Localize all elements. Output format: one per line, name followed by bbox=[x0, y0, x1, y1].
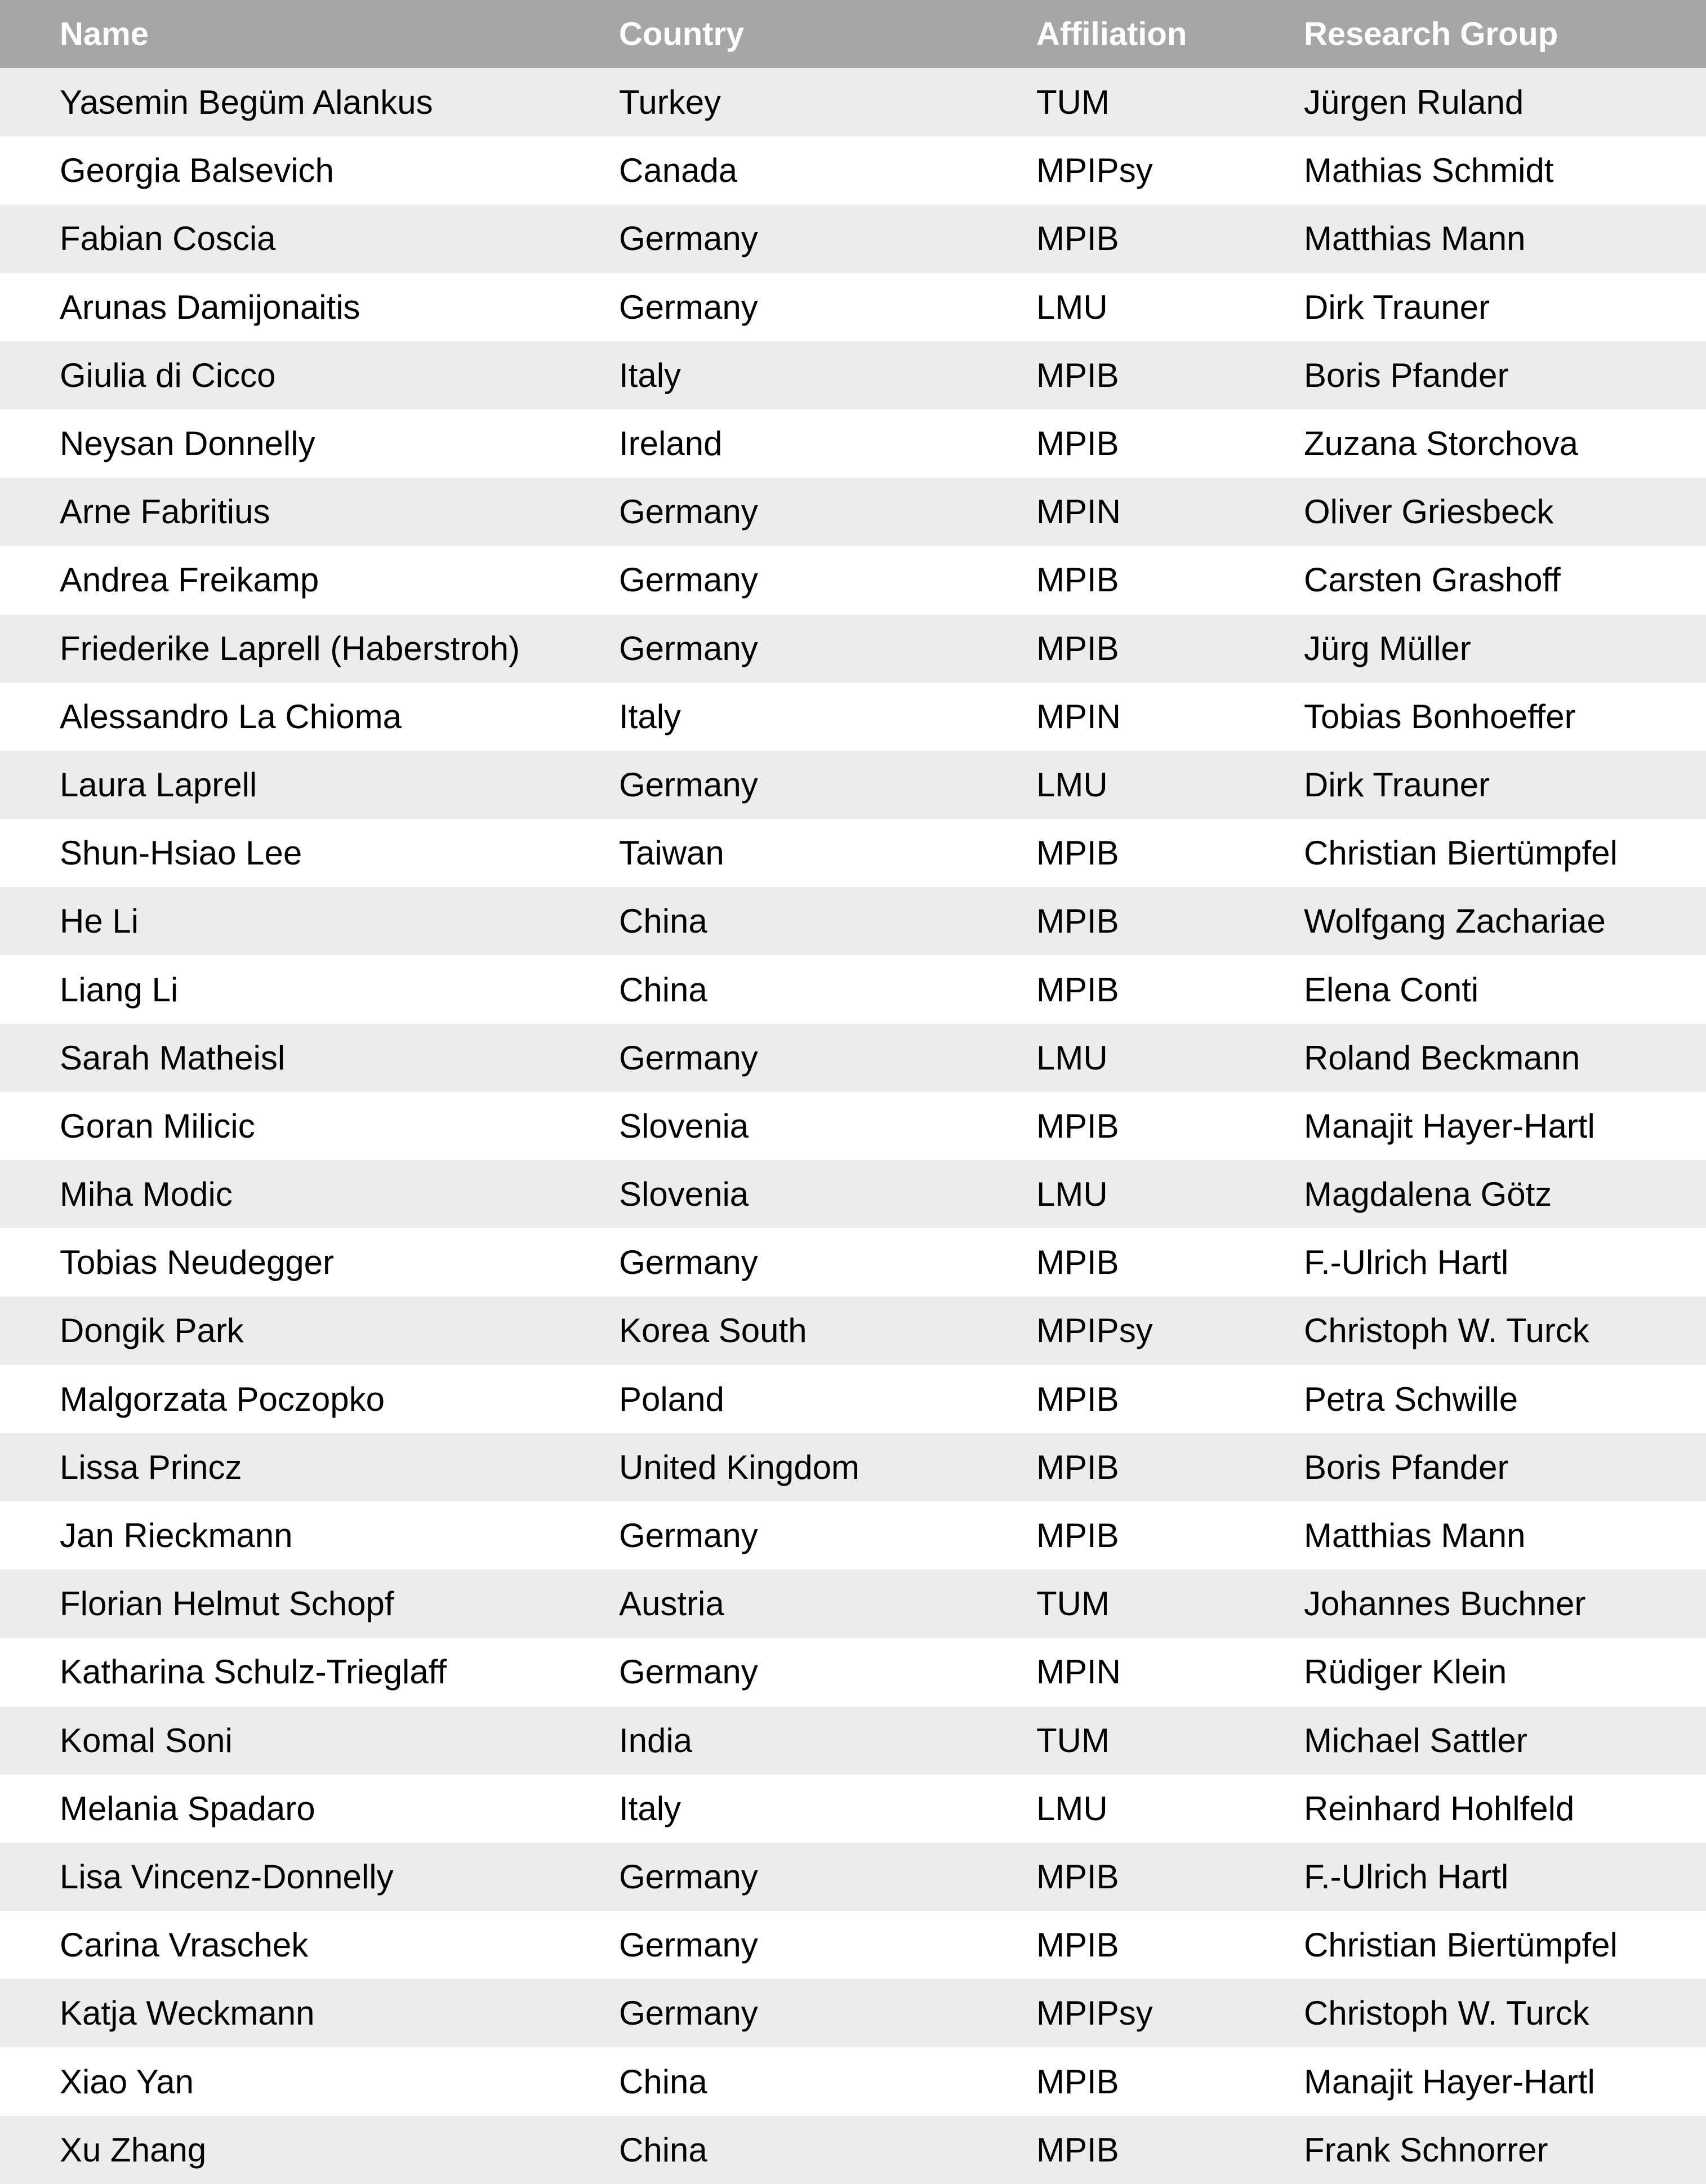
cell-name: Giulia di Cicco bbox=[60, 356, 276, 394]
cell-research-group: Christoph W. Turck bbox=[1304, 1312, 1589, 1350]
cell-country: Italy bbox=[619, 697, 681, 736]
cell-name: Friederike Laprell (Haberstroh) bbox=[60, 629, 520, 667]
table-row bbox=[0, 683, 1706, 751]
cell-country: Germany bbox=[619, 220, 758, 258]
cell-name: Malgorzata Poczopko bbox=[60, 1380, 385, 1418]
table-row bbox=[0, 2047, 1706, 2115]
cell-research-group: Oliver Griesbeck bbox=[1304, 493, 1554, 531]
cell-country: Italy bbox=[619, 1789, 681, 1828]
table-row bbox=[0, 819, 1706, 887]
table-row bbox=[0, 1365, 1706, 1433]
cell-country: Germany bbox=[619, 1653, 758, 1691]
cell-name: Yasemin Begüm Alankus bbox=[60, 83, 433, 122]
cell-affiliation: MPIPsy bbox=[1036, 151, 1153, 190]
table-row bbox=[0, 546, 1706, 614]
cell-affiliation: MPIPsy bbox=[1036, 1312, 1153, 1350]
cell-affiliation: MPIB bbox=[1036, 629, 1119, 667]
cell-name: Andrea Freikamp bbox=[60, 561, 319, 599]
cell-country: Korea South bbox=[619, 1312, 807, 1350]
cell-name: Jan Rieckmann bbox=[60, 1517, 293, 1555]
cell-country: China bbox=[619, 2062, 707, 2101]
cell-research-group: Jürgen Ruland bbox=[1304, 83, 1524, 122]
cell-country: Canada bbox=[619, 151, 738, 190]
cell-affiliation: MPIB bbox=[1036, 902, 1119, 941]
cell-research-group: Reinhard Hohlfeld bbox=[1304, 1789, 1575, 1828]
cell-affiliation: MPIPsy bbox=[1036, 1994, 1153, 2033]
cell-name: Komal Soni bbox=[60, 1721, 233, 1759]
table-row bbox=[0, 1911, 1706, 1979]
cell-affiliation: MPIN bbox=[1036, 697, 1121, 736]
cell-country: Germany bbox=[619, 1994, 758, 2033]
cell-country: Slovenia bbox=[619, 1175, 749, 1214]
cell-research-group: F.-Ulrich Hartl bbox=[1304, 1857, 1509, 1896]
cell-name: Neysan Donnelly bbox=[60, 425, 315, 463]
table-row bbox=[0, 204, 1706, 273]
table-row bbox=[0, 136, 1706, 204]
cell-name: Fabian Coscia bbox=[60, 220, 276, 258]
cell-name: Xu Zhang bbox=[60, 2130, 207, 2169]
cell-name: Alessandro La Chioma bbox=[60, 697, 402, 736]
table-row bbox=[0, 1160, 1706, 1228]
cell-country: Germany bbox=[619, 1857, 758, 1896]
cell-affiliation: MPIB bbox=[1036, 1243, 1119, 1282]
table-row bbox=[0, 1433, 1706, 1501]
cell-country: Germany bbox=[619, 288, 758, 326]
cell-affiliation: TUM bbox=[1036, 83, 1110, 122]
cell-affiliation: MPIB bbox=[1036, 834, 1119, 872]
cell-affiliation: MPIN bbox=[1036, 493, 1121, 531]
cell-name: Georgia Balsevich bbox=[60, 151, 334, 190]
cell-affiliation: MPIB bbox=[1036, 1517, 1119, 1555]
header-row bbox=[0, 0, 1706, 68]
cell-research-group: Manajit Hayer-Hartl bbox=[1304, 1107, 1595, 1145]
cell-research-group: Christian Biertümpfel bbox=[1304, 834, 1618, 872]
table-row bbox=[0, 1843, 1706, 1911]
cell-research-group: Michael Sattler bbox=[1304, 1721, 1527, 1759]
cell-country: Germany bbox=[619, 561, 758, 599]
table-row bbox=[0, 1296, 1706, 1365]
cell-research-group: Frank Schnorrer bbox=[1304, 2130, 1548, 2169]
cell-affiliation: MPIN bbox=[1036, 1653, 1121, 1691]
table-row bbox=[0, 2116, 1706, 2184]
cell-country: Germany bbox=[619, 629, 758, 667]
cell-affiliation: LMU bbox=[1036, 1175, 1108, 1214]
cell-country: Germany bbox=[619, 1926, 758, 1964]
cell-research-group: Mathias Schmidt bbox=[1304, 151, 1554, 190]
table-row bbox=[0, 409, 1706, 478]
cell-research-group: Rüdiger Klein bbox=[1304, 1653, 1507, 1691]
cell-name: Lissa Princz bbox=[60, 1448, 242, 1486]
table-row bbox=[0, 751, 1706, 819]
cell-country: Austria bbox=[619, 1585, 724, 1623]
table-row bbox=[0, 341, 1706, 409]
table-row bbox=[0, 68, 1706, 136]
table-row bbox=[0, 1638, 1706, 1706]
cell-affiliation: MPIB bbox=[1036, 356, 1119, 394]
cell-affiliation: MPIB bbox=[1036, 1448, 1119, 1486]
cell-country: India bbox=[619, 1721, 693, 1759]
cell-affiliation: LMU bbox=[1036, 1789, 1108, 1828]
cell-name: He Li bbox=[60, 902, 139, 941]
cell-research-group: F.-Ulrich Hartl bbox=[1304, 1243, 1509, 1282]
table-row bbox=[0, 1228, 1706, 1296]
cell-affiliation: MPIB bbox=[1036, 2062, 1119, 2101]
cell-name: Carina Vraschek bbox=[60, 1926, 309, 1964]
cell-research-group: Matthias Mann bbox=[1304, 1517, 1526, 1555]
cell-country: Germany bbox=[619, 1517, 758, 1555]
cell-name: Tobias Neudegger bbox=[60, 1243, 335, 1282]
table-row bbox=[0, 1570, 1706, 1638]
cell-country: China bbox=[619, 970, 707, 1009]
cell-name: Dongik Park bbox=[60, 1312, 244, 1350]
cell-affiliation: TUM bbox=[1036, 1721, 1110, 1759]
cell-name: Goran Milicic bbox=[60, 1107, 255, 1145]
header-cell-research-group: Research Group bbox=[1304, 16, 1558, 52]
cell-research-group: Roland Beckmann bbox=[1304, 1038, 1580, 1077]
cell-affiliation: MPIB bbox=[1036, 1857, 1119, 1896]
cell-research-group: Christian Biertümpfel bbox=[1304, 1926, 1618, 1964]
cell-research-group: Jürg Müller bbox=[1304, 629, 1471, 667]
table-row bbox=[0, 955, 1706, 1023]
cell-research-group: Tobias Bonhoeffer bbox=[1304, 697, 1576, 736]
table-row bbox=[0, 1775, 1706, 1843]
cell-name: Florian Helmut Schopf bbox=[60, 1585, 394, 1623]
cell-name: Miha Modic bbox=[60, 1175, 233, 1214]
cell-country: Taiwan bbox=[619, 834, 724, 872]
cell-name: Shun-Hsiao Lee bbox=[60, 834, 302, 872]
cell-affiliation: MPIB bbox=[1036, 561, 1119, 599]
cell-country: Slovenia bbox=[619, 1107, 749, 1145]
cell-country: Germany bbox=[619, 1243, 758, 1282]
table-row bbox=[0, 273, 1706, 341]
cell-affiliation: MPIB bbox=[1036, 1926, 1119, 1964]
cell-name: Lisa Vincenz-Donnelly bbox=[60, 1857, 394, 1896]
cell-research-group: Magdalena Götz bbox=[1304, 1175, 1552, 1214]
cell-country: United Kingdom bbox=[619, 1448, 859, 1486]
cell-name: Arunas Damijonaitis bbox=[60, 288, 360, 326]
header-cell-country: Country bbox=[619, 16, 745, 52]
cell-research-group: Johannes Buchner bbox=[1304, 1585, 1586, 1623]
cell-name: Katja Weckmann bbox=[60, 1994, 315, 2033]
cell-affiliation: LMU bbox=[1036, 1038, 1108, 1077]
cell-name: Melania Spadaro bbox=[60, 1789, 315, 1828]
cell-country: Italy bbox=[619, 356, 681, 394]
cell-affiliation: LMU bbox=[1036, 765, 1108, 804]
cell-name: Katharina Schulz-Trieglaff bbox=[60, 1653, 447, 1691]
cell-affiliation: MPIB bbox=[1036, 220, 1119, 258]
cell-name: Xiao Yan bbox=[60, 2062, 194, 2101]
cell-research-group: Dirk Trauner bbox=[1304, 765, 1490, 804]
cell-name: Laura Laprell bbox=[60, 765, 257, 804]
table-row bbox=[0, 1501, 1706, 1570]
cell-research-group: Matthias Mann bbox=[1304, 220, 1526, 258]
cell-research-group: Carsten Grashoff bbox=[1304, 561, 1561, 599]
header-cell-affiliation: Affiliation bbox=[1036, 16, 1187, 52]
cell-country: Germany bbox=[619, 765, 758, 804]
cell-affiliation: MPIB bbox=[1036, 970, 1119, 1009]
cell-research-group: Petra Schwille bbox=[1304, 1380, 1518, 1418]
cell-name: Sarah Matheisl bbox=[60, 1038, 286, 1077]
table-row bbox=[0, 1979, 1706, 2047]
table-row bbox=[0, 614, 1706, 683]
cell-research-group: Boris Pfander bbox=[1304, 356, 1509, 394]
cell-country: Germany bbox=[619, 1038, 758, 1077]
cell-affiliation: MPIB bbox=[1036, 1107, 1119, 1145]
cell-country: China bbox=[619, 902, 707, 941]
cell-research-group: Zuzana Storchova bbox=[1304, 425, 1578, 463]
cell-research-group: Elena Conti bbox=[1304, 970, 1479, 1009]
cell-affiliation: TUM bbox=[1036, 1585, 1110, 1623]
cell-affiliation: MPIB bbox=[1036, 1380, 1119, 1418]
cell-affiliation: MPIB bbox=[1036, 425, 1119, 463]
cell-country: Germany bbox=[619, 493, 758, 531]
cell-country: Poland bbox=[619, 1380, 724, 1418]
table-row bbox=[0, 478, 1706, 546]
cell-research-group: Christoph W. Turck bbox=[1304, 1994, 1589, 2033]
table-row bbox=[0, 1024, 1706, 1092]
table-row bbox=[0, 887, 1706, 955]
cell-affiliation: MPIB bbox=[1036, 2130, 1119, 2169]
cell-affiliation: LMU bbox=[1036, 288, 1108, 326]
header-cell-name: Name bbox=[60, 16, 149, 52]
cell-country: Turkey bbox=[619, 83, 721, 122]
cell-name: Liang Li bbox=[60, 970, 179, 1009]
cell-research-group: Manajit Hayer-Hartl bbox=[1304, 2062, 1595, 2101]
cell-research-group: Boris Pfander bbox=[1304, 1448, 1509, 1486]
table-row bbox=[0, 1092, 1706, 1160]
table-row bbox=[0, 1706, 1706, 1775]
cell-research-group: Wolfgang Zachariae bbox=[1304, 902, 1606, 941]
cell-research-group: Dirk Trauner bbox=[1304, 288, 1490, 326]
cell-country: China bbox=[619, 2130, 707, 2169]
cell-country: Ireland bbox=[619, 425, 723, 463]
cell-name: Arne Fabritius bbox=[60, 493, 270, 531]
